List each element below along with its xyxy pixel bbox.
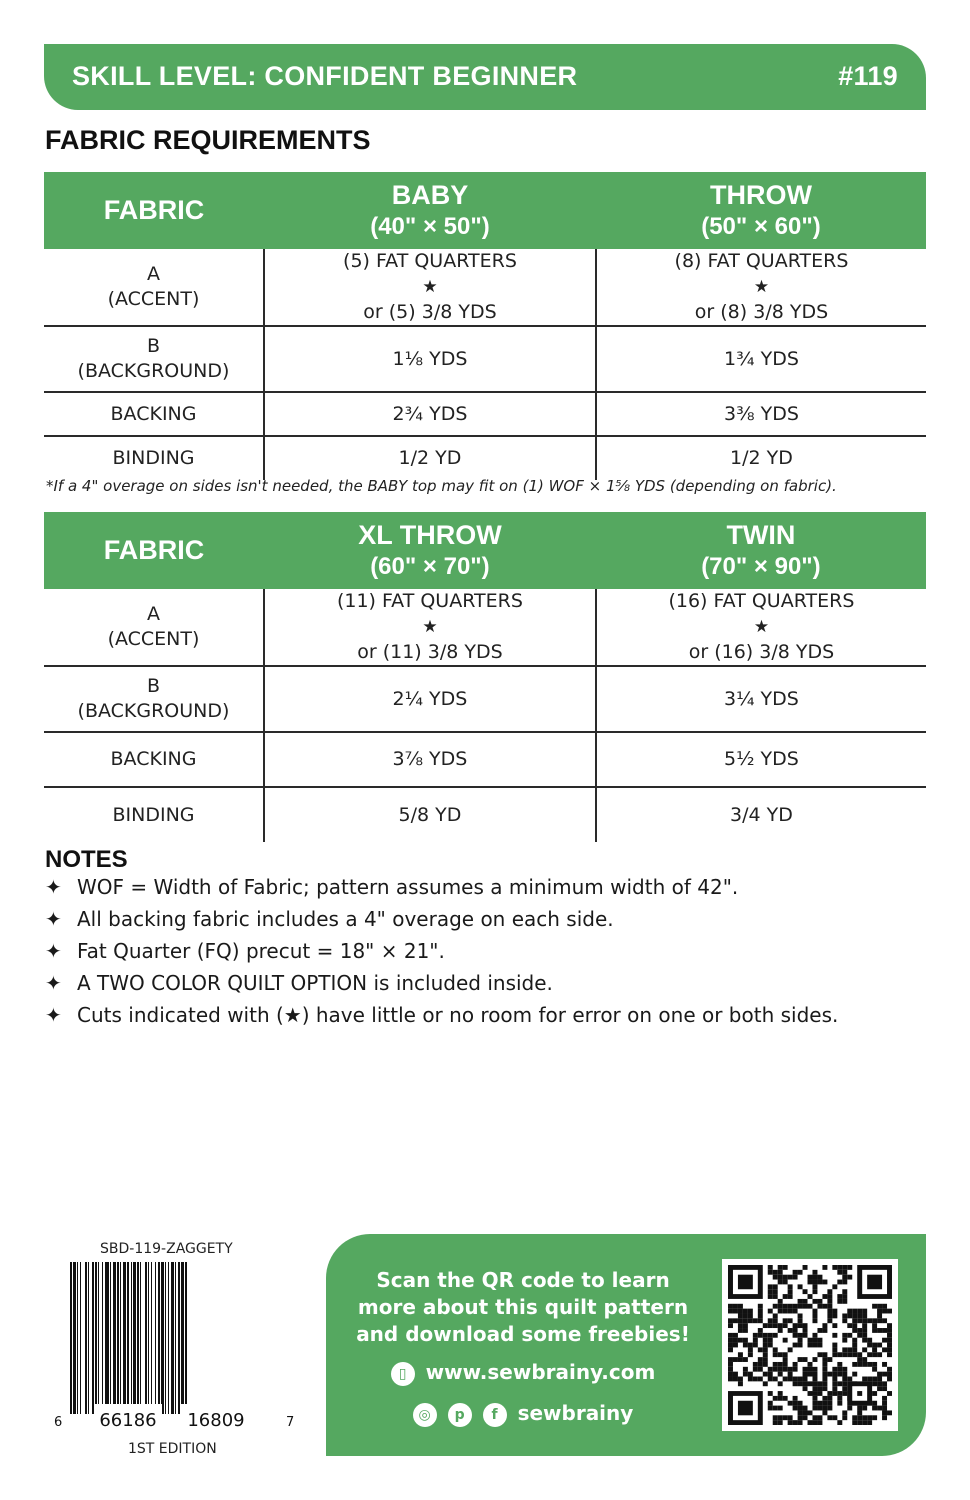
barcode-group-1: 66186 bbox=[99, 1410, 157, 1431]
pattern-number: #119 bbox=[838, 61, 898, 91]
fabric-name: BINDING bbox=[112, 447, 195, 469]
promo-message: Scan the QR code to learn more about this quilt pattern and download some freebies! bbox=[356, 1268, 690, 1346]
qr-code[interactable] bbox=[722, 1259, 898, 1431]
barcode-digit-left: 6 bbox=[54, 1415, 63, 1430]
star-icon: ★ bbox=[422, 617, 438, 637]
table-row bbox=[44, 589, 926, 666]
skill-level: SKILL LEVEL: CONFIDENT BEGINNER bbox=[72, 61, 578, 91]
phone-icon: ▯ bbox=[391, 1362, 415, 1386]
amount-cell: 1⅛ YDS bbox=[264, 326, 596, 392]
star-icon: ★ bbox=[422, 277, 438, 297]
amount-cell: (8) FAT QUARTERS ★ or (8) 3/8 YDS bbox=[596, 249, 926, 326]
fabric-name: A (ACCENT) bbox=[44, 589, 264, 666]
table-row bbox=[44, 326, 926, 392]
fabric-name: B (BACKGROUND) bbox=[44, 666, 264, 732]
fabric-name: A (ACCENT) bbox=[44, 249, 264, 326]
sparkle-bullet-icon: ✦ bbox=[45, 875, 62, 899]
amount-cell: 1/2 YD bbox=[264, 436, 596, 480]
header-size-twin: TWIN (70" × 90") bbox=[596, 512, 926, 589]
barcode-group-2: 16809 bbox=[187, 1410, 245, 1431]
header-fabric: FABRIC bbox=[44, 512, 264, 589]
instagram-icon[interactable]: ◎ bbox=[413, 1403, 437, 1427]
list-item: ✦ WOF = Width of Fabric; pattern assumes a minimum width of 42". bbox=[45, 875, 739, 899]
amount-cell: 2¾ YDS bbox=[264, 392, 596, 436]
amount-cell: (16) FAT QUARTERS ★ or (16) 3/8 YDS bbox=[596, 589, 926, 666]
fabric-name: BINDING bbox=[112, 803, 195, 826]
skill-level-banner bbox=[44, 44, 926, 110]
sparkle-bullet-icon: ✦ bbox=[45, 939, 62, 963]
section-title: FABRIC REQUIREMENTS bbox=[45, 125, 371, 155]
table-header-row bbox=[44, 512, 926, 589]
sparkle-bullet-icon: ✦ bbox=[45, 907, 62, 931]
fabric-table-1 bbox=[44, 172, 926, 480]
header-size-throw: THROW (50" × 60") bbox=[596, 172, 926, 249]
facebook-icon[interactable]: f bbox=[483, 1403, 507, 1427]
table-header-row bbox=[44, 172, 926, 249]
table-row bbox=[44, 392, 926, 436]
fabric-table-2 bbox=[44, 512, 926, 842]
header-size-baby: BABY (40" × 50") bbox=[264, 172, 596, 249]
sparkle-bullet-icon: ✦ bbox=[45, 1003, 62, 1027]
amount-cell: 5/8 YD bbox=[264, 787, 596, 842]
amount-cell: 1¾ YDS bbox=[596, 326, 926, 392]
notes-list bbox=[45, 874, 838, 1034]
table-row bbox=[44, 787, 926, 842]
fabric-name: B (BACKGROUND) bbox=[44, 326, 264, 392]
footnote: *If a 4" overage on sides isn't needed, the BABY top may fit on (1) WOF × 1⅝ YDS (depending on fabric). bbox=[46, 477, 837, 495]
amount-cell: 5½ YDS bbox=[596, 732, 926, 787]
notes-title: NOTES bbox=[45, 846, 128, 873]
amount-cell: 3/4 YD bbox=[596, 787, 926, 842]
sku-code: SBD-119-ZAGGETY bbox=[100, 1241, 233, 1257]
qr-code-icon bbox=[728, 1265, 892, 1425]
amount-cell: 1/2 YD bbox=[596, 436, 926, 480]
sparkle-bullet-icon: ✦ bbox=[45, 971, 62, 995]
amount-cell: 3⅞ YDS bbox=[264, 732, 596, 787]
amount-cell: 3¼ YDS bbox=[596, 666, 926, 732]
amount-cell: (11) FAT QUARTERS ★ or (11) 3/8 YDS bbox=[264, 589, 596, 666]
barcode-icon bbox=[54, 1262, 294, 1432]
social-handle[interactable]: ◎ p f sewbrainy bbox=[348, 1401, 698, 1427]
pinterest-icon[interactable]: p bbox=[448, 1403, 472, 1427]
amount-cell: (5) FAT QUARTERS ★ or (5) 3/8 YDS bbox=[264, 249, 596, 326]
list-item: ✦ All backing fabric includes a 4" overage on each side. bbox=[45, 907, 614, 931]
star-icon: ★ bbox=[753, 617, 770, 637]
barcode-digit-right: 7 bbox=[286, 1415, 294, 1430]
website-link[interactable]: ▯ www.sewbrainy.com bbox=[348, 1360, 698, 1386]
qr-promo-box bbox=[326, 1234, 926, 1456]
header-fabric: FABRIC bbox=[44, 172, 264, 249]
table-row bbox=[44, 732, 926, 787]
header-size-xl-throw: XL THROW (60" × 70") bbox=[264, 512, 596, 589]
amount-cell: 3⅜ YDS bbox=[596, 392, 926, 436]
list-item: ✦ A TWO COLOR QUILT OPTION is included inside. bbox=[45, 971, 553, 995]
table-row bbox=[44, 436, 926, 480]
list-item: ✦ Fat Quarter (FQ) precut = 18" × 21". bbox=[45, 939, 445, 963]
fabric-name: BACKING bbox=[44, 732, 264, 787]
star-icon: ★ bbox=[753, 277, 770, 297]
list-item: ✦ Cuts indicated with (★) have little or no room for error on one or both sides. bbox=[45, 1003, 839, 1027]
table-row bbox=[44, 666, 926, 732]
fabric-name: BACKING bbox=[44, 392, 264, 436]
edition-label: 1ST EDITION bbox=[128, 1441, 217, 1457]
amount-cell: 2¼ YDS bbox=[264, 666, 596, 732]
table-row bbox=[44, 249, 926, 326]
